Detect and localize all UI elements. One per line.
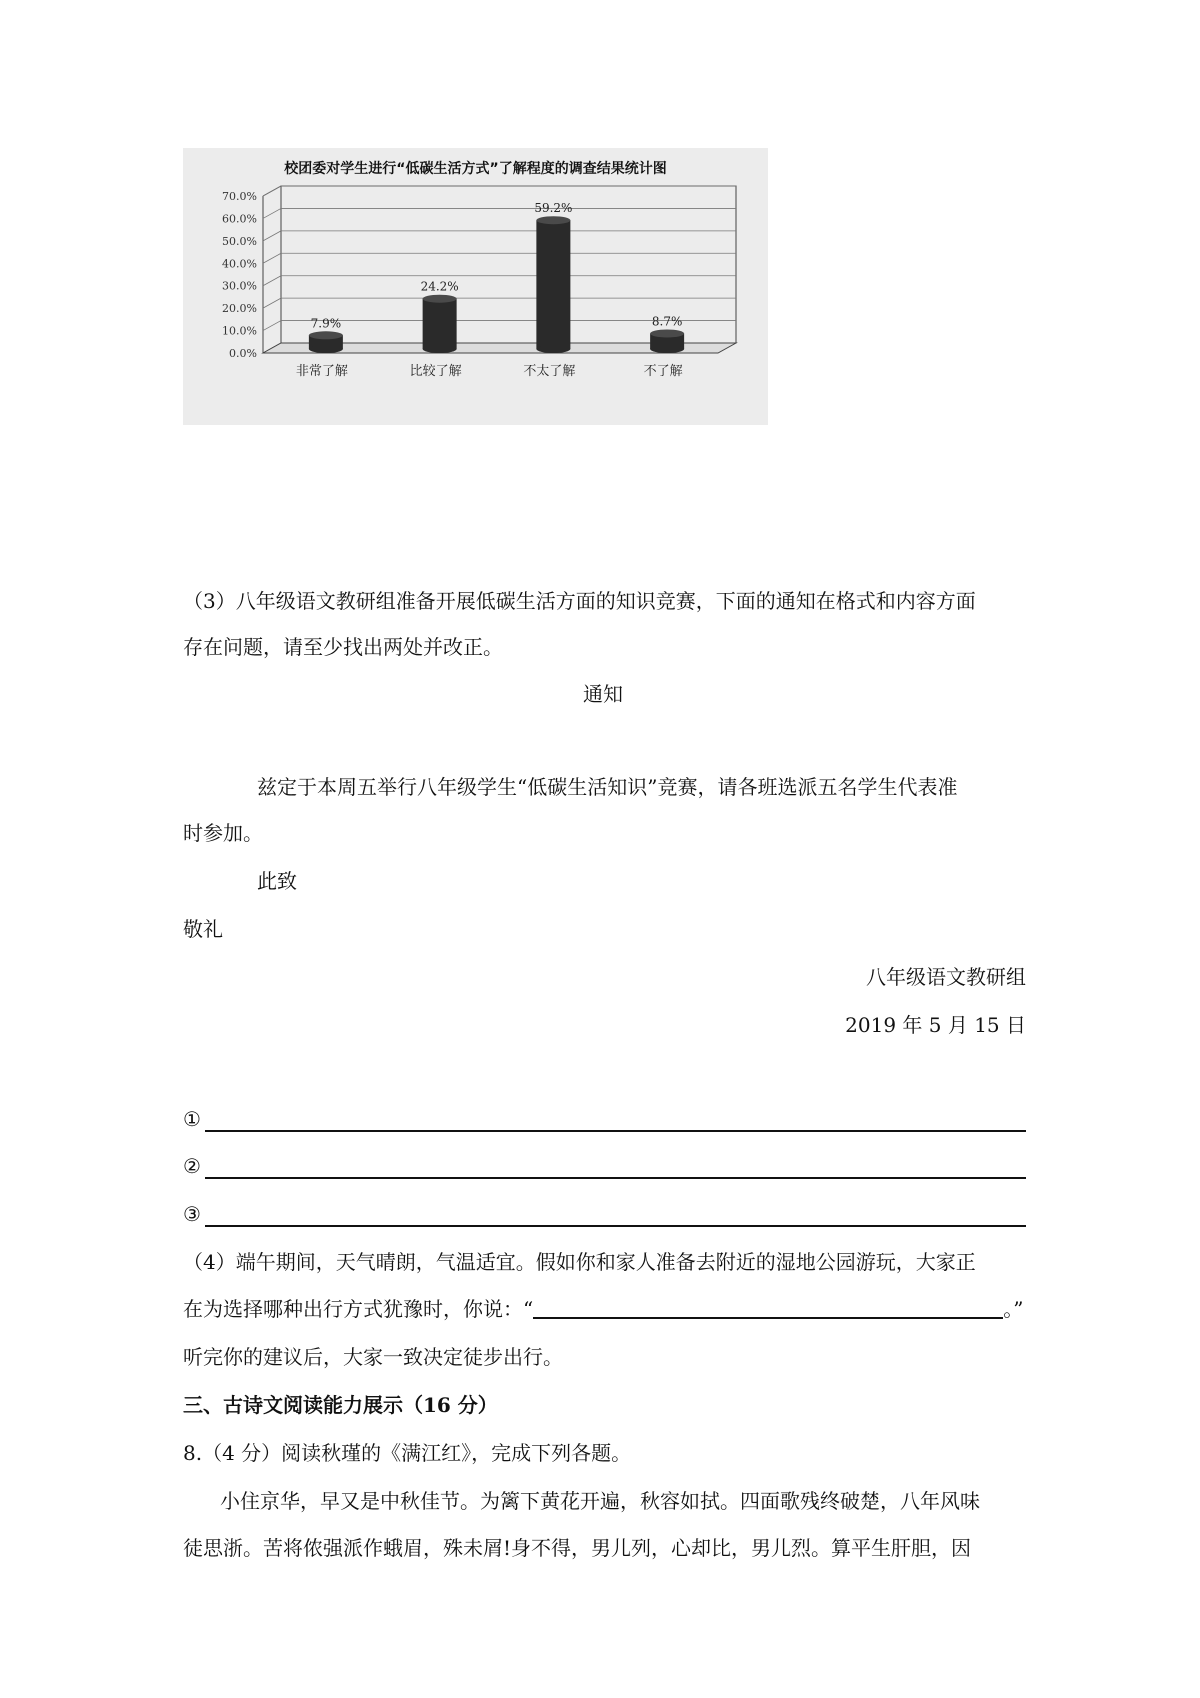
answer-number-3: ③: [183, 1202, 201, 1226]
chart-y-tick-label: 20.0%: [222, 302, 257, 316]
poem-line-1: 小住京华，早又是中秋佳节。为篱下黄花开遍，秋容如拭。四面歌残终破楚，八年风味: [220, 1489, 980, 1513]
notice-salutation-1: 此致: [257, 869, 297, 893]
poem-line-2: 徒思浙。苦将侬强派作蛾眉，殊未屑!身不得，男儿列，心却比，男儿烈。算平生肝胆，因: [183, 1536, 972, 1560]
chart-bar-base: [423, 345, 457, 353]
section-3-heading: 三、古诗文阅读能力展示（16 分）: [183, 1393, 498, 1417]
chart-bar-base: [536, 345, 570, 353]
chart-data-label: 59.2%: [534, 201, 573, 216]
answer-rule-2: [205, 1177, 1026, 1179]
answer-number-2: ②: [183, 1154, 201, 1178]
question-3-line-2: 存在问题，请至少找出两处并改正。: [183, 635, 503, 659]
answer-line-2[interactable]: [183, 1151, 1026, 1181]
question-8-intro: 8.（4 分）阅读秋瑾的《满江红》，完成下列各题。: [183, 1441, 632, 1465]
survey-bar-chart: [183, 148, 768, 425]
answer-rule-1: [205, 1130, 1026, 1132]
chart-y-tick-label: 60.0%: [222, 212, 257, 226]
notice-body-line-2: 时参加。: [183, 821, 263, 845]
chart-y-tick-label: 50.0%: [222, 234, 257, 248]
chart-bar-top: [309, 331, 343, 339]
chart-data-label: 24.2%: [420, 279, 459, 294]
chart-bar-top: [650, 329, 684, 337]
chart-data-label: 7.9%: [310, 316, 342, 331]
chart-category-label: 非常了解: [295, 364, 348, 379]
chart-svg: [183, 148, 768, 425]
notice-body-line-1: 兹定于本周五举行八年级学生“低碳生活知识”竞赛，请各班选派五名学生代表准: [257, 775, 958, 799]
chart-category-label: 不了解: [643, 364, 683, 379]
question-4-answer-blank[interactable]: [533, 1295, 1003, 1319]
chart-y-tick-label: 70.0%: [222, 190, 257, 203]
notice-signer: 八年级语文教研组: [866, 965, 1026, 989]
chart-gridline-side: [263, 276, 281, 286]
chart-y-tick-label: 0.0%: [229, 347, 257, 360]
notice-date: 2019 年 5 月 15 日: [845, 1013, 1026, 1037]
chart-data-label: 8.7%: [651, 314, 683, 329]
chart-category-label: 比较了解: [409, 364, 462, 379]
chart-gridline-side: [263, 253, 281, 263]
chart-gridline-side: [263, 208, 281, 218]
question-4-line-2-prefix: 在为选择哪种出行方式犹豫时，你说：“: [183, 1297, 534, 1321]
question-3-line-1: （3）八年级语文教研组准备开展低碳生活方面的知识竞赛，下面的通知在格式和内容方面: [183, 589, 976, 613]
chart-y-tick-label: 30.0%: [222, 279, 257, 293]
chart-y-tick-label: 40.0%: [222, 257, 257, 271]
chart-bar-top: [423, 295, 457, 303]
chart-gridline-side: [263, 321, 281, 331]
chart-gridline-side: [263, 231, 281, 241]
chart-bar: [536, 220, 570, 349]
question-4-line-1: （4）端午期间，天气晴朗，气温适宜。假如你和家人准备去附近的湿地公园游玩，大家正: [183, 1250, 976, 1274]
chart-category-label: 不太了解: [523, 364, 576, 379]
chart-bar-base: [650, 345, 684, 353]
question-4-line-3: 听完你的建议后，大家一致决定徒步出行。: [183, 1345, 563, 1369]
chart-title: 校团委对学生进行“低碳生活方式”了解程度的调查结果统计图: [284, 161, 667, 177]
chart-bar: [423, 299, 457, 349]
question-4-line-2-suffix: 。”: [1003, 1297, 1024, 1321]
chart-bar-top: [536, 216, 570, 224]
answer-line-1[interactable]: [183, 1104, 1026, 1134]
chart-y-tick-label: 10.0%: [222, 324, 257, 338]
chart-gridline-side: [263, 298, 281, 308]
answer-number-1: ①: [183, 1107, 201, 1131]
answer-line-3[interactable]: [183, 1199, 1026, 1229]
question-4-line-2: [183, 1294, 1023, 1324]
answer-rule-3: [205, 1225, 1026, 1227]
notice-salutation-2: 敬礼: [183, 917, 223, 941]
chart-gridline-side: [263, 186, 281, 196]
chart-bar-base: [309, 345, 343, 353]
notice-title: 通知: [583, 682, 623, 706]
